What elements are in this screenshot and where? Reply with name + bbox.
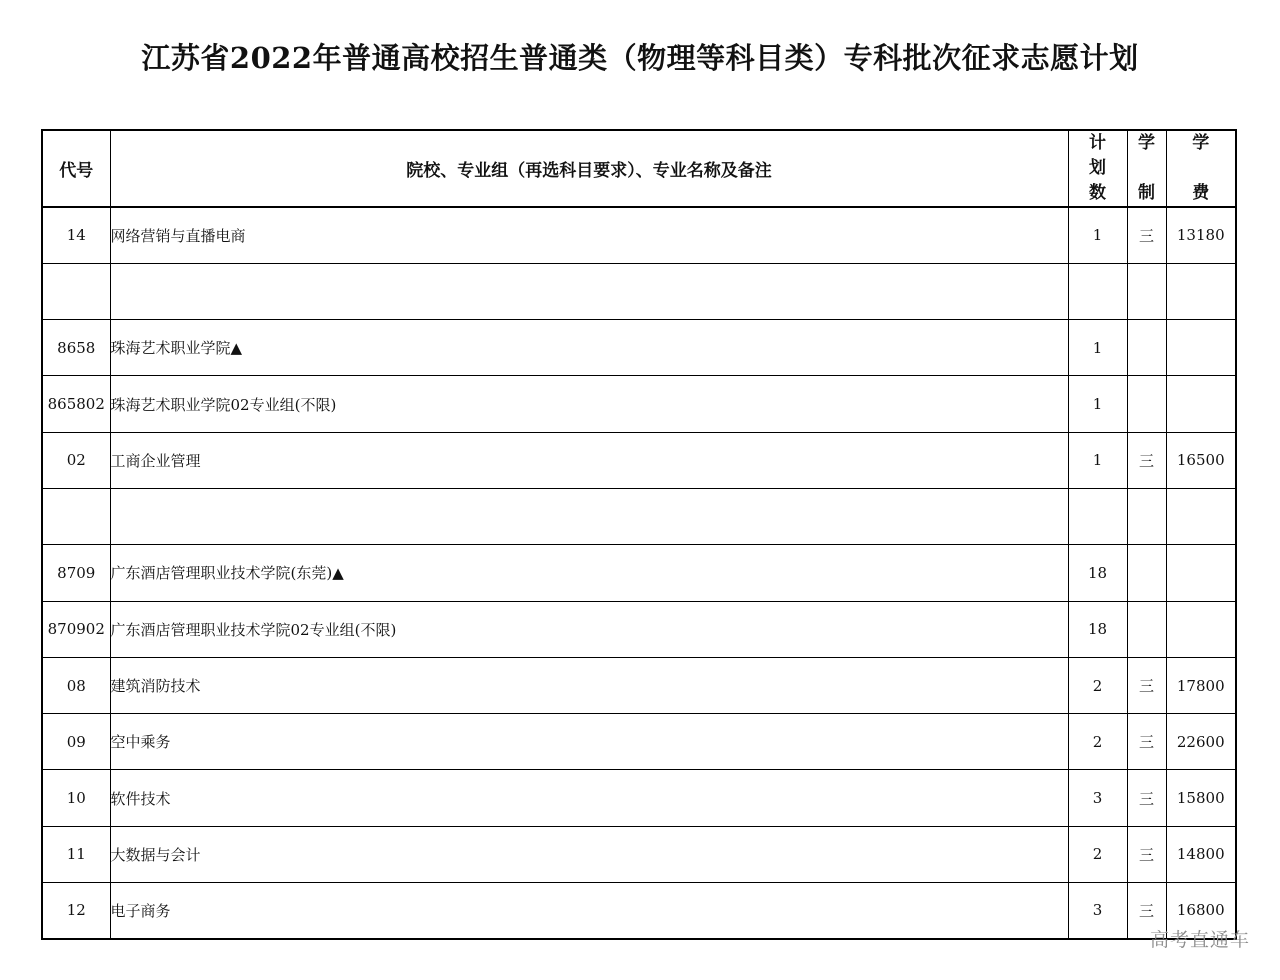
cell-name: 工商企业管理	[110, 432, 1068, 488]
table-row	[42, 601, 1236, 657]
cell-fee: 13180	[1166, 207, 1236, 263]
cell-code: 02	[42, 432, 110, 488]
cell-years: 三	[1127, 657, 1166, 713]
cell-code: 870902	[42, 601, 110, 657]
header-fee-char: 学	[1192, 133, 1210, 153]
cell-fee	[1166, 263, 1236, 319]
cell-code: 11	[42, 826, 110, 882]
cell-plan: 18	[1068, 601, 1127, 657]
cell-plan: 3	[1068, 770, 1127, 826]
cell-name: 大数据与会计	[110, 826, 1068, 882]
table-row	[42, 883, 1236, 939]
cell-code	[42, 488, 110, 544]
cell-name: 广东酒店管理职业技术学院02专业组(不限)	[110, 601, 1068, 657]
cell-plan: 18	[1068, 545, 1127, 601]
header-years	[1127, 130, 1166, 207]
cell-name	[110, 263, 1068, 319]
cell-plan: 1	[1068, 376, 1127, 432]
cell-code: 8658	[42, 320, 110, 376]
cell-name: 软件技术	[110, 770, 1068, 826]
cell-code: 09	[42, 714, 110, 770]
table-row	[42, 826, 1236, 882]
cell-code	[42, 263, 110, 319]
cell-fee	[1166, 320, 1236, 376]
header-plan-char: 计	[1089, 133, 1106, 153]
table-row	[42, 770, 1236, 826]
cell-fee: 16800	[1166, 883, 1236, 939]
header-fee-char: 费	[1192, 183, 1210, 203]
cell-plan: 1	[1068, 320, 1127, 376]
cell-fee	[1166, 545, 1236, 601]
cell-name: 网络营销与直播电商	[110, 207, 1068, 263]
header-years-char: 学	[1138, 133, 1155, 153]
header-years-char: 制	[1138, 183, 1155, 203]
cell-years: 三	[1127, 826, 1166, 882]
table-row	[42, 376, 1236, 432]
cell-fee: 15800	[1166, 770, 1236, 826]
cell-fee: 17800	[1166, 657, 1236, 713]
plan-table	[41, 129, 1237, 940]
table-row	[42, 657, 1236, 713]
table-row	[42, 263, 1236, 319]
header-plan-char: 划	[1089, 158, 1106, 178]
cell-name: 珠海艺术职业学院▲	[110, 320, 1068, 376]
cell-fee	[1166, 601, 1236, 657]
cell-years	[1127, 488, 1166, 544]
cell-years	[1127, 263, 1166, 319]
cell-code: 12	[42, 883, 110, 939]
cell-fee	[1166, 376, 1236, 432]
cell-code: 08	[42, 657, 110, 713]
cell-years	[1127, 601, 1166, 657]
cell-plan: 1	[1068, 432, 1127, 488]
cell-plan: 1	[1068, 207, 1127, 263]
header-fee	[1166, 130, 1236, 207]
cell-code: 14	[42, 207, 110, 263]
cell-plan: 3	[1068, 883, 1127, 939]
cell-code: 865802	[42, 376, 110, 432]
cell-years: 三	[1127, 883, 1166, 939]
header-code: 代号	[42, 130, 110, 207]
cell-years: 三	[1127, 207, 1166, 263]
cell-name: 建筑消防技术	[110, 657, 1068, 713]
cell-name: 广东酒店管理职业技术学院(东莞)▲	[110, 545, 1068, 601]
table-row	[42, 545, 1236, 601]
cell-fee: 22600	[1166, 714, 1236, 770]
header-plan-char: 数	[1089, 183, 1106, 203]
cell-code: 8709	[42, 545, 110, 601]
cell-name: 电子商务	[110, 883, 1068, 939]
cell-name: 珠海艺术职业学院02专业组(不限)	[110, 376, 1068, 432]
table-row	[42, 320, 1236, 376]
header-name: 院校、专业组（再选科目要求）、专业名称及备注	[110, 130, 1068, 207]
cell-years: 三	[1127, 714, 1166, 770]
table-row	[42, 432, 1236, 488]
watermark: 高考直通车	[1149, 929, 1250, 951]
cell-plan	[1068, 263, 1127, 319]
table-body	[42, 207, 1236, 939]
cell-name	[110, 488, 1068, 544]
cell-plan: 2	[1068, 657, 1127, 713]
cell-plan	[1068, 488, 1127, 544]
table-row	[42, 488, 1236, 544]
cell-years	[1127, 376, 1166, 432]
table-row	[42, 207, 1236, 263]
cell-years: 三	[1127, 770, 1166, 826]
cell-plan: 2	[1068, 714, 1127, 770]
cell-years: 三	[1127, 432, 1166, 488]
cell-fee: 16500	[1166, 432, 1236, 488]
cell-fee: 14800	[1166, 826, 1236, 882]
header-plan	[1068, 130, 1127, 207]
cell-fee	[1166, 488, 1236, 544]
table-header	[42, 130, 1236, 207]
cell-code: 10	[42, 770, 110, 826]
table-row	[42, 714, 1236, 770]
page-title: 江苏省2022年普通高校招生普通类（物理等科目类）专科批次征求志愿计划	[141, 41, 1139, 75]
cell-years	[1127, 320, 1166, 376]
cell-years	[1127, 545, 1166, 601]
cell-plan: 2	[1068, 826, 1127, 882]
cell-name: 空中乘务	[110, 714, 1068, 770]
